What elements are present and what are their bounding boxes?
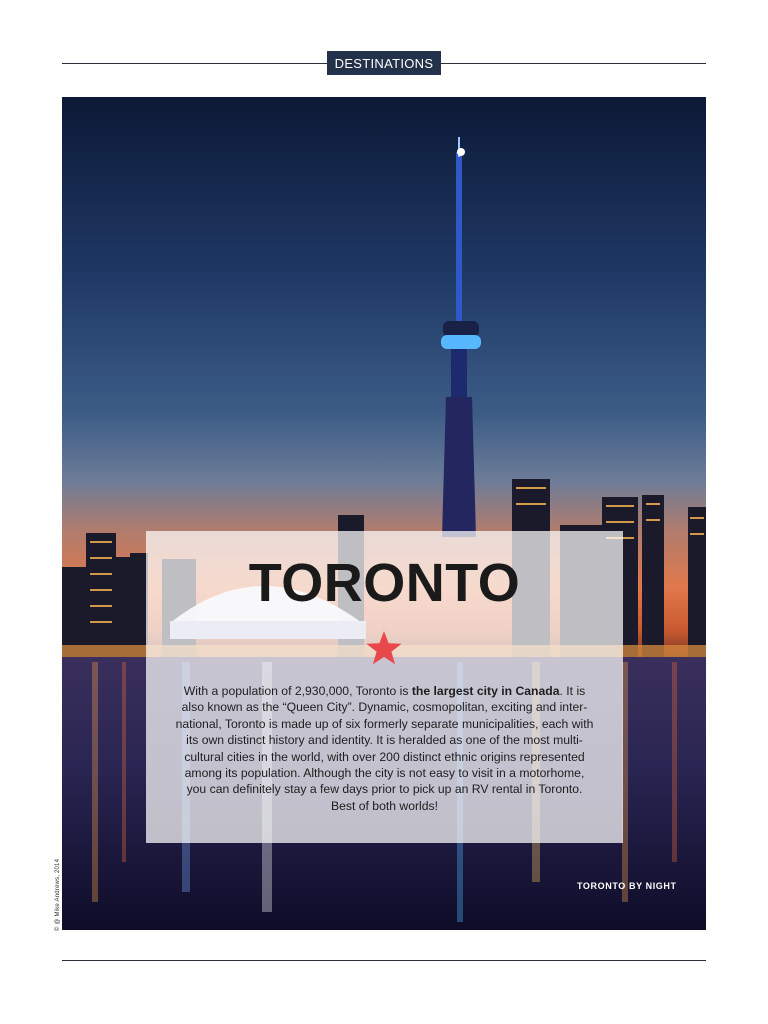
photo-credit	[52, 860, 64, 930]
photo-caption: TORONTO BY NIGHT	[577, 881, 677, 891]
article-body-rest: . It is also known as the “Queen City”. Dynamic, cosmopolitan, exciting and inter-national, Toronto is made up of six formerly separate municipalities, each with its own distinct history and identity. It is heralded as one of the most multi-cultural cities in the world, with over 200 distinct ethnic origins represented among its population. Although the city is not easy to visit in a motorhome, you can definitely stay a few days prior to pick up an RV rental in Toronto. Best of both worlds!	[175, 684, 594, 813]
star-icon	[365, 630, 403, 668]
article-body	[174, 683, 595, 814]
article-body-intro: With a population of 2,930,000, Toronto is	[183, 684, 412, 698]
photo-credit-text: © @ Mike Andrews, 2014	[55, 858, 61, 932]
cn-tower	[441, 137, 481, 537]
article-title: TORONTO	[248, 553, 521, 613]
section-label: DESTINATIONS	[327, 51, 441, 75]
article-textbox	[146, 531, 623, 843]
footer-rule	[62, 960, 706, 961]
article-body-highlight: the largest city in Canada	[411, 684, 560, 698]
